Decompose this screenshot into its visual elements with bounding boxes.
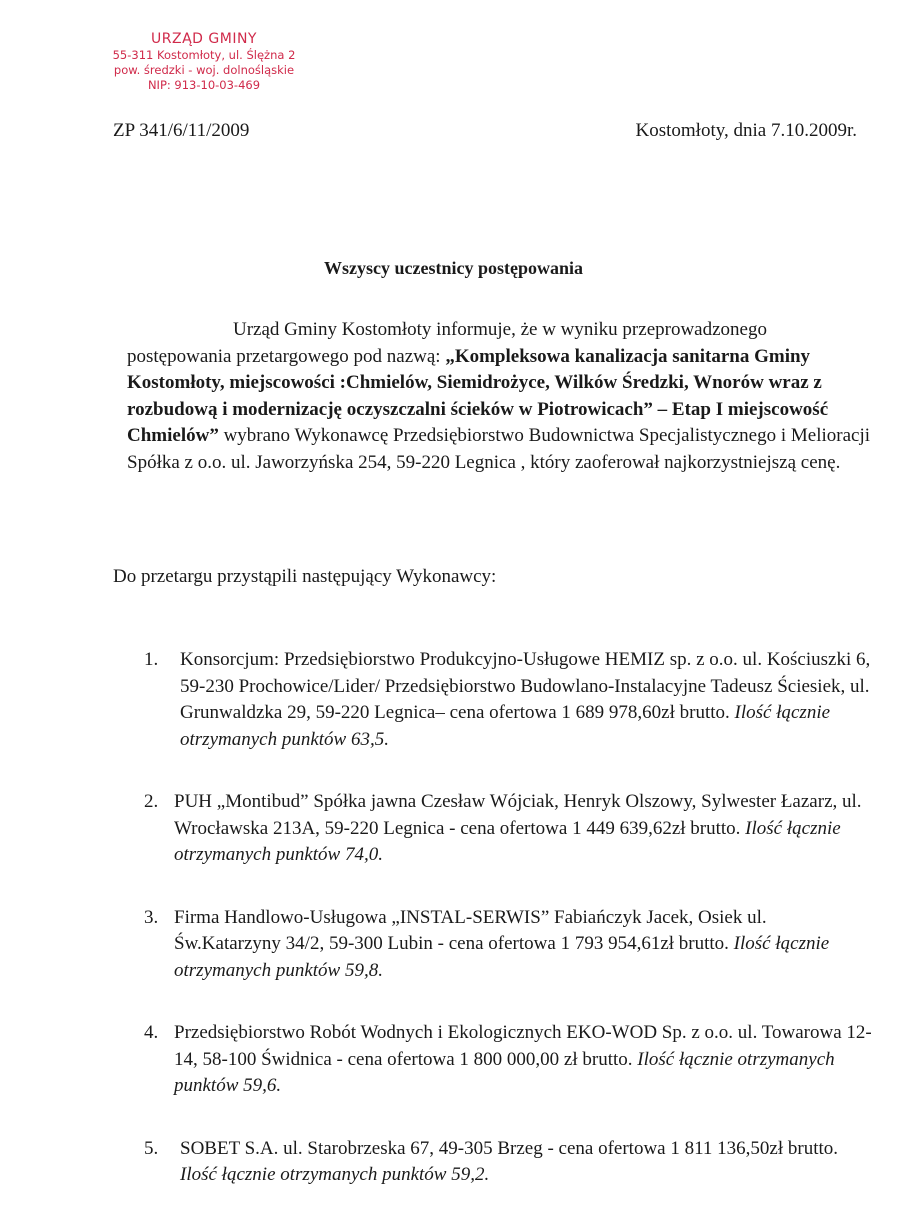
list-item-number: 2.: [144, 791, 159, 812]
bidders-intro: Do przetargu przystąpili następujący Wykonawcy:: [113, 566, 497, 587]
stamp-nip: NIP: 913-10-03-469: [147, 78, 261, 92]
paragraph-tail: wybrano Wykonawcę Przedsiębiorstwo Budownictwa Specjalistycznego i Melioracji Spółka z o.o. ul. Jaworzyńska 254, 59-220 Legnica , który zaoferował najkorzystniejszą cenę.: [127, 425, 871, 473]
list-item: [112, 1020, 872, 1100]
list-item: [112, 1136, 872, 1189]
bidder-points: Ilość łącznie otrzymanych punktów 59,6.: [174, 1048, 835, 1096]
stamp-address: 55-311 Kostomłoty, ul. Ślężna 2: [112, 48, 296, 62]
bidder-details: Przedsiębiorstwo Robót Wodnych i Ekologicznych EKO-WOD Sp. z o.o. ul. Towarowa 12-14, 58-100 Świdnica - cena ofertowa 1 800 000,00 zł brutto.: [174, 1022, 872, 1070]
paragraph-lead: Urząd Gminy Kostomłoty informuje, że w wyniku przeprowadzonego postępowania przetargowego pod nazwą:: [127, 319, 767, 367]
list-item-number: 5.: [144, 1137, 159, 1159]
bidders-list: [112, 647, 872, 1225]
bidder-details: Konsorcjum: Przedsiębiorstwo Produkcyjno-Usługowe HEMIZ sp. z o.o. ul. Kościuszki 6, 59-230 Prochowice/Lider/ Przedsiębiorstwo Budowlano-Instalacyjne Tadeusz Ściesiek, ul. Grunwaldzka 29, 59-220 Legnica– cena ofertowa 1 689 978,60zł brutto.: [180, 649, 871, 723]
bidder-points: Ilość łącznie otrzymanych punktów 59,8.: [174, 933, 830, 981]
document-date: Kostomłoty, dnia 7.10.2009r.: [635, 120, 857, 141]
list-item-number: 1.: [144, 649, 159, 670]
bidder-points: Ilość łącznie otrzymanych punktów 63,5.: [180, 702, 831, 750]
bidder-points: Ilość łącznie otrzymanych punktów 59,2.: [180, 1164, 490, 1185]
stamp-office-name: URZĄD GMINY: [151, 31, 257, 47]
bidder-details: Firma Handlowo-Usługowa „INSTAL-SERWIS” Fabiańczyk Jacek, Osiek ul. Św.Katarzyny 34/2, 59-300 Lubin - cena ofertowa 1 793 954,61zł brutto.: [174, 906, 767, 954]
announcement-paragraph: [127, 317, 872, 476]
tender-title: „Kompleksowa kanalizacja sanitarna Gminy Kostomłoty, miejscowości :Chmielów, Siemidrożyce, Wilków Średzki, Wnorów wraz z rozbudową i modernizację oczyszczalni ścieków w Piotrowicach” – Etap I miejscowość Chmielów”: [127, 345, 829, 446]
stamp-region: pow. średzki - woj. dolnośląskie: [113, 63, 295, 77]
list-item-number: 4.: [144, 1022, 159, 1043]
list-item: [112, 789, 872, 869]
reference-number: ZP 341/6/11/2009: [113, 120, 250, 141]
bidder-points: Ilość łącznie otrzymanych punktów 74,0.: [174, 817, 841, 865]
office-stamp: [84, 30, 324, 93]
list-item: [112, 905, 872, 985]
bidder-details: PUH „Montibud” Spółka jawna Czesław Wójciak, Henryk Olszowy, Sylwester Łazarz, ul. Wrocławska 213A, 59-220 Legnica - cena ofertowa 1 449 639,62zł brutto.: [174, 791, 862, 839]
addressee-heading: Wszyscy uczestnicy postępowania: [324, 258, 583, 278]
bidder-details: SOBET S.A. ul. Starobrzeska 67, 49-305 Brzeg - cena ofertowa 1 811 136,50zł brutto.: [180, 1137, 839, 1159]
list-item-number: 3.: [144, 906, 159, 928]
list-item: [112, 647, 872, 753]
